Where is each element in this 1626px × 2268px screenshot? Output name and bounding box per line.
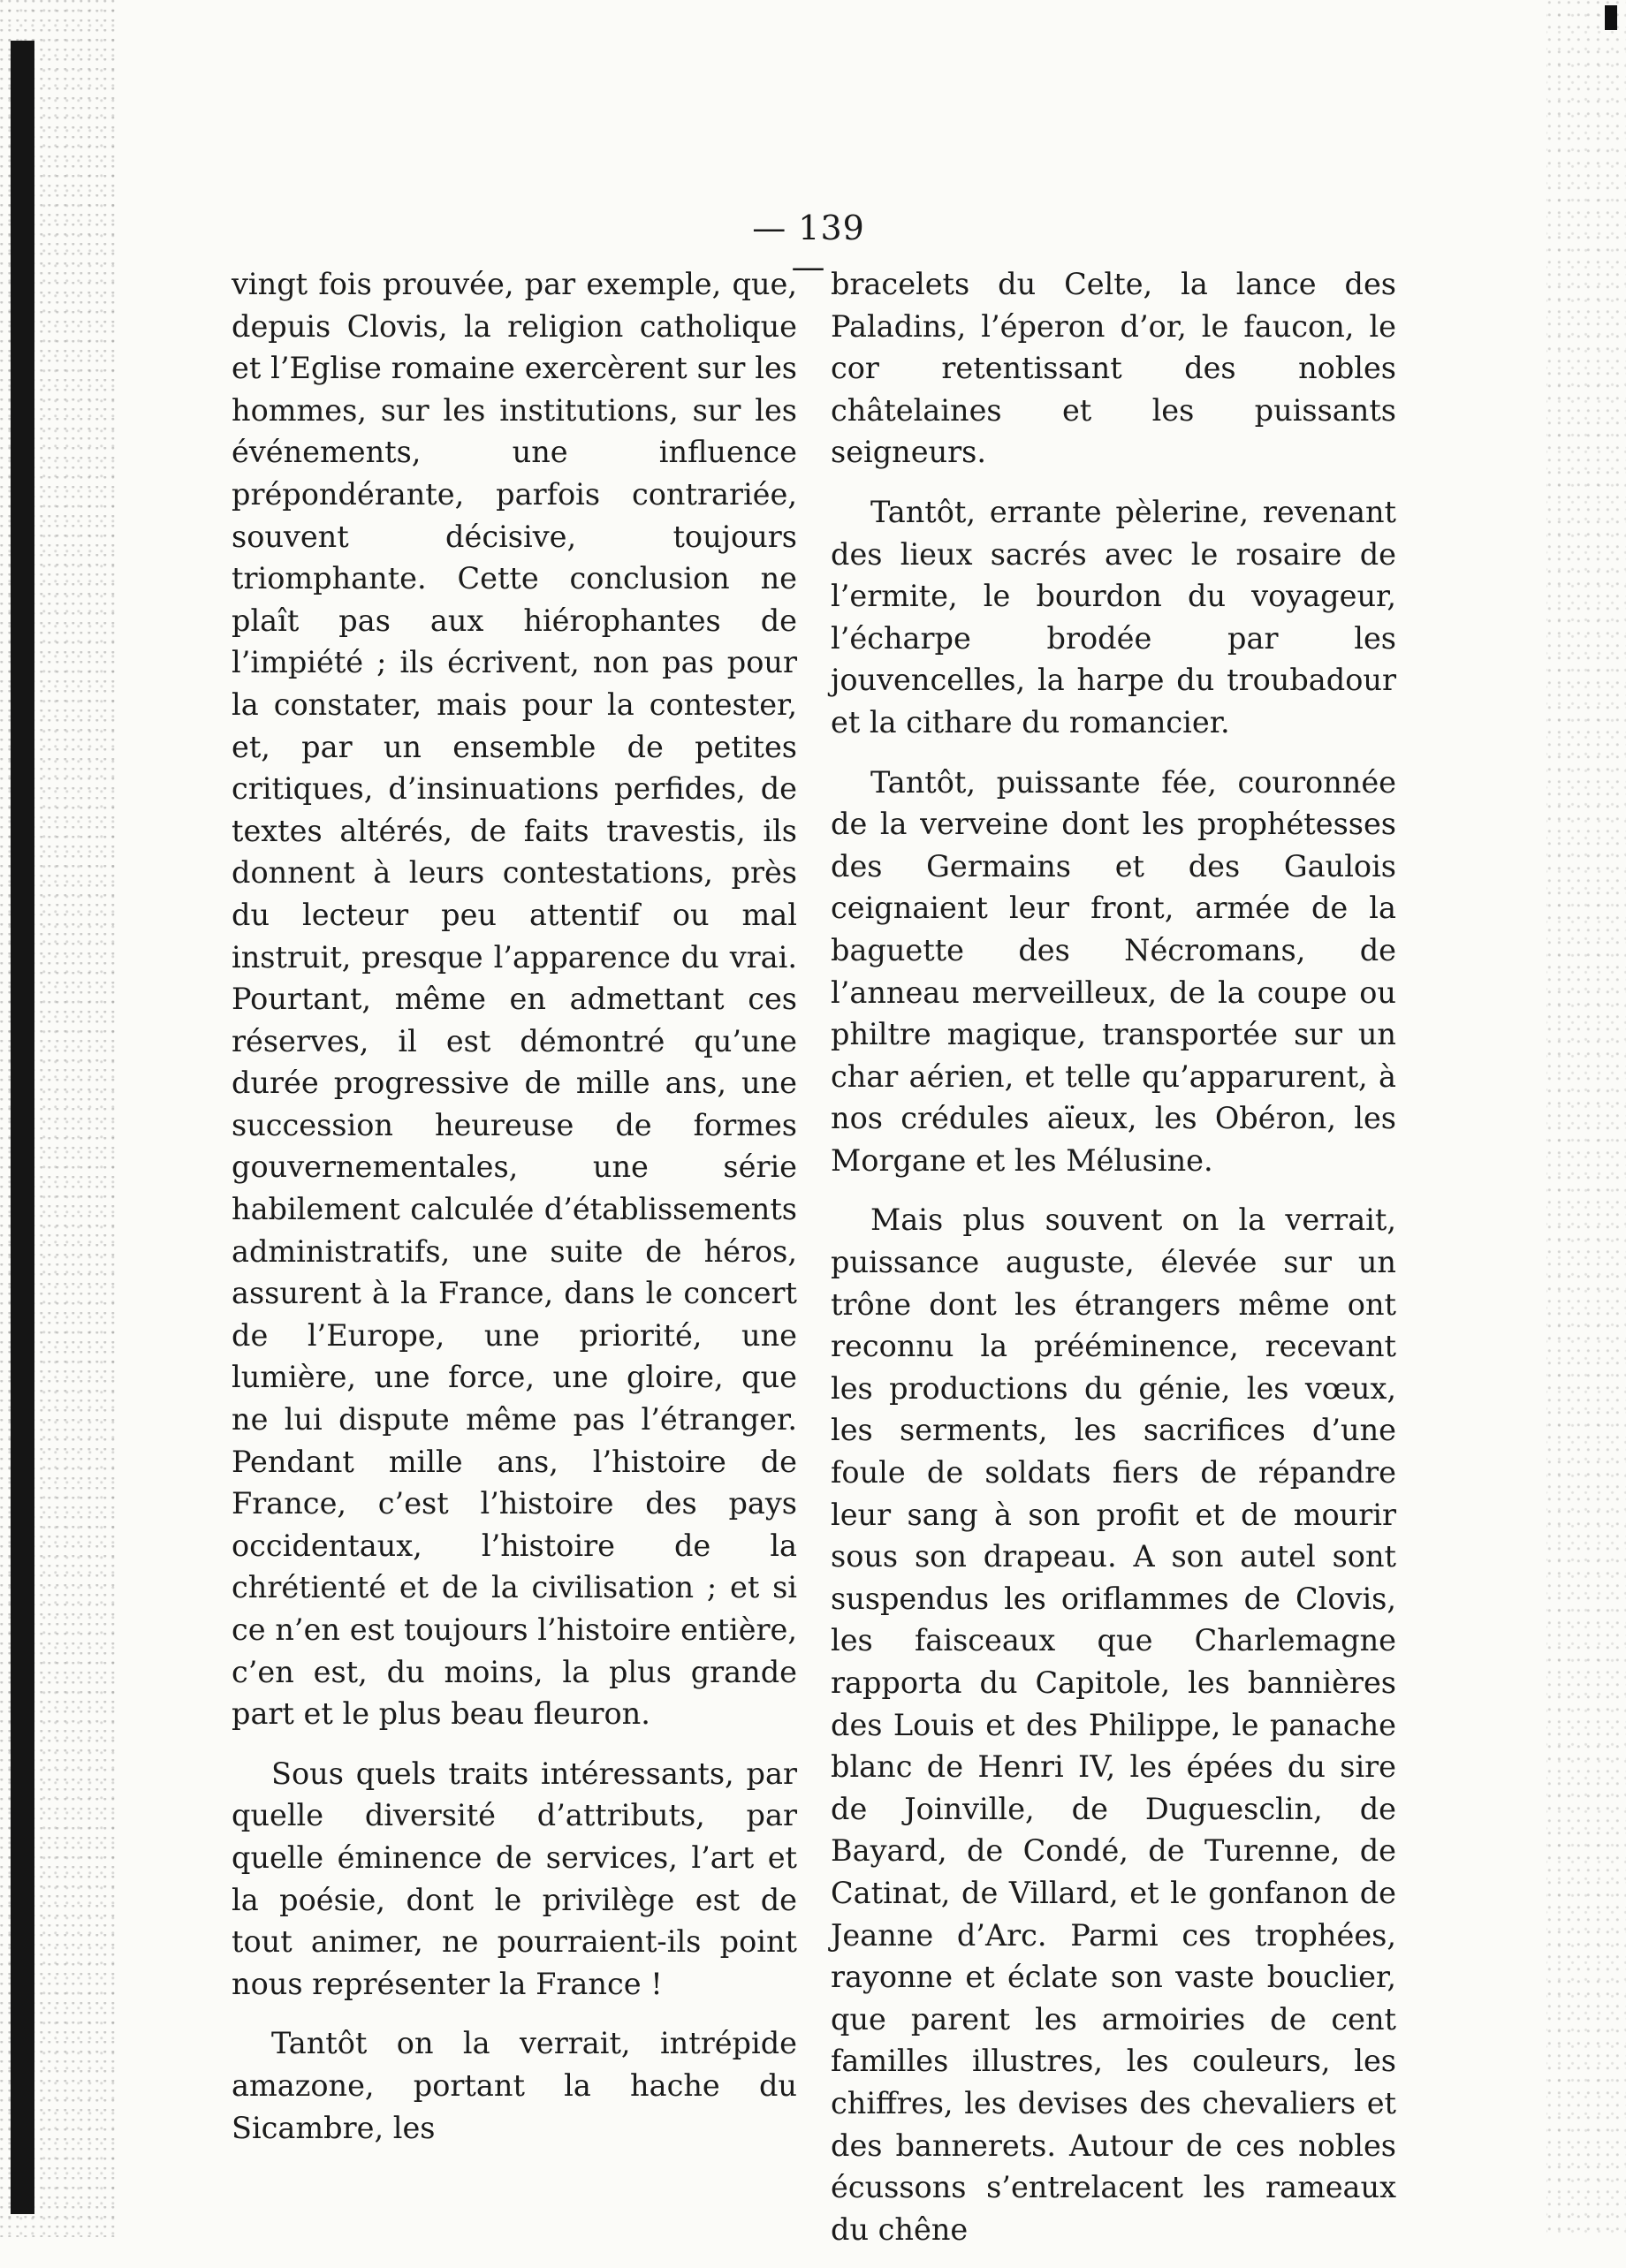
- paragraph: Mais plus souvent on la verrait, puissance auguste, élevée sur un trône dont les étrangers même ont reconnu la prééminence, recevant les productions du génie, les vœux, les serments, les sacrifices d’une foule de soldats fiers de répandre leur sang à son profit et de mourir sous son drapeau. A son autel sont suspendus les oriflammes de Clovis, les faisceaux que Charlemagne rapporta du Capitole, les bannières des Louis et des Philippe, le panache blanc de Henri IV, les épées du sire de Joinville, de Duguesclin, de Bayard, de Condé, de Turenne, de Catinat, de Villard, et le gonfanon de Jeanne d’Arc. Parmi ces trophées, rayonne et éclate son vaste bouclier, que parent les armoiries de cent familles illustres, les couleurs, les chiffres, les devises des chevaliers et des bannerets. Autour de ces nobles écussons s’entrelacent les rameaux du chêne: [831, 1202, 1396, 2247]
- paragraph: Tantôt, puissante fée, couronnée de la verveine dont les prophétesses des Germains et des Gaulois ceignaient leur front, armée de la baguette des Nécromans, de l’anneau merveilleux, de la coupe ou philtre magique, transportée sur un char aérien, et telle qu’apparurent, à nos crédules aïeux, les Obéron, les Morgane et les Mélusine.: [831, 764, 1396, 1178]
- binding-edge: [11, 41, 34, 2214]
- paragraph: Sous quels traits intéressants, par quelle diversité d’attributs, par quelle éminence de services, l’art et la poésie, dont le privilège est de tout animer, ne pourraient-ils point nous représenter la France !: [232, 1756, 797, 2001]
- left-column: [232, 263, 797, 2166]
- corner-mark: [1605, 5, 1617, 30]
- paragraph: Tantôt, errante pèlerine, revenant des lieux sacrés avec le rosaire de l’ermite, le bourdon du voyageur, l’écharpe brodée par les jouvencelles, la harpe du troubadour et la cithare du romancier.: [831, 494, 1396, 740]
- paragraph: vingt fois prouvée, par exemple, que, depuis Clovis, la religion catholique et l’Eglise romaine exercèrent sur les hommes, sur les institutions, sur les événements, une influence prépondérante, parfois contrariée, souvent décisive, toujours triomphante. Cette conclusion ne plaît pas aux hiérophantes de l’impiété ; ils écrivent, non pas pour la constater, mais pour la contester, et, par un ensemble de petites critiques, d’insinuations perfides, de textes altérés, de faits travestis, ils donnent à leurs contestations, près du lecteur peu attentif ou mal instruit, presque l’apparence du vrai. Pourtant, même en admettant ces réserves, il est démontré qu’une durée progressive de mille ans, une succession heureuse de formes gouvernementales, une série habilement calculée d’établissements administratifs, une suite de héros, assurent à la France, dans le concert de l’Europe, une priorité, une lumière, une force, une gloire, que ne lui dispute même pas l’étranger. Pendant mille ans, l’histoire de France, c’est l’histoire des pays occidentaux, l’histoire de la chrétienté et de la civilisation ; et si ce n’en est toujours l’histoire entière, c’en est, du moins, la plus grande part et le plus beau fleuron.: [232, 267, 797, 1732]
- right-column: [831, 263, 1396, 2268]
- paragraph: bracelets du Celte, la lance des Paladins, l’éperon d’or, le faucon, le cor retentissant des nobles châtelaines et les puissants seigneurs.: [831, 267, 1396, 470]
- paragraph: Tantôt on la verrait, intrépide amazone, portant la hache du Sicambre, les: [232, 2026, 797, 2145]
- right-edge-noise: [1546, 0, 1626, 2237]
- page-number: — 139 —: [752, 209, 865, 286]
